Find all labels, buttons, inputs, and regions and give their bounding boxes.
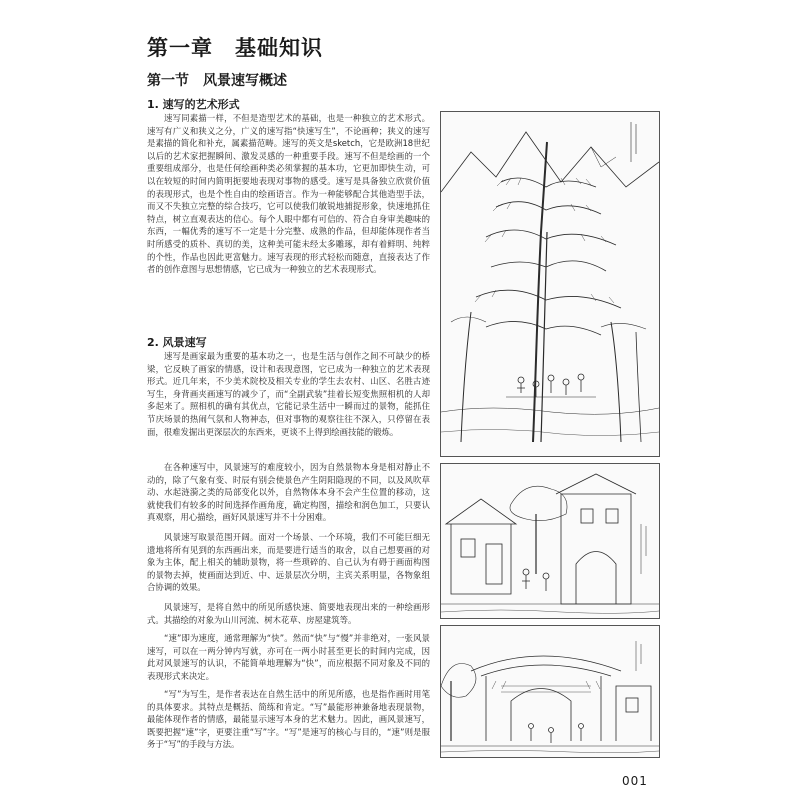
paragraph: 风景速写取景范围开阔。面对一个场景、一个环境，我们不可能巨细无遗地将所有见到的东西画出来，而是要进行适当的取舍，以自己想要画的对象为主体，配上相关的辅助景物，将一些琐碎的、自己认为有碍于画面构图的景物去掉，使画面达到近、中、远景层次分明，主宾关系明显，各物象组合协调的效果。 — [147, 532, 430, 593]
subsection-heading-landscape-sketch: 2. 风景速写 — [147, 336, 207, 349]
paragraph: 风景速写，是将自然中的所见所感快速、简要地表现出来的一种绘画形式。其描绘的对象为山川河流、树木花草、房屋建筑等。 — [147, 602, 430, 625]
pine-tree-sketch-image — [440, 111, 660, 457]
paragraph: 速写是画家最为重要的基本功之一，也是生活与创作之间不可缺少的桥梁，它反映了画家的情感，设计和表现意图，它已成为一种独立的艺术表现形式。近几年来，不少美术院校及相关专业的学生去农村、山区、名胜古迹写生，身背画夹画速写的减少了，而“全副武装”挂着长短变焦照相机的人却多起来了。照相机的确有其优点，它能记录生活中一瞬而过的景物，能抓住节庆场景的热闹气氛和人物神态，但对事物的观察往往不深入，只停留在表面，很难发掘出更深层次的东西来，更谈不上得到绘画技能的锻炼。 — [147, 351, 430, 437]
paragraph: “速”即为速度，通常理解为“快”。然而“快”与“慢”并非绝对，一张风景速写，可以在一两分钟内写就，亦可在一两小时甚至更长的时间内完成，因此对风景速写的认识，不能简单地理解为“快”，而应根据不同对象及不同的表现形式来决定。 — [147, 633, 430, 681]
paragraph: “写”为写生，是作者表达在自然生活中的所见所感，也是指作画时用笔的具体要求。其特点是概括、简练和肯定。“写”最能形神兼备地表现景物，最能体现作者的情感，最能显示速写本身的艺术魅力。因此，画风景速写，既要把握“速”字，更要注重“写”字。“写”是速写的核心与目的，“速”则是服务于“写”的手段与方法。 — [147, 689, 430, 750]
page-number: 001 — [622, 774, 648, 788]
paragraph: 速写同素描一样，不但是造型艺术的基础，也是一种独立的艺术形式。速写有广义和狭义之分，广义的速写指“快速写生”，不论画种；狭义的速写是素描的简化和补充，属素描范畴。速写的英文是sketch，它是欧洲18世纪以后的艺术家把握瞬间、激发灵感的一种重要手段。速写不但是绘画的一个重要组成部分，也是任何绘画种类必须掌握的基本功，它更加即快生动，可以在较短的时间内简明扼要地表现对事物的感受。速写是具备独立欣赏价值的表现形式，也是个性自由的绘画语言。作为一种能够配合其他造型手法，而又不失独立完整的综合技巧，它可以使我们敏锐地捕捉形象，快速地抓住特点，树立直观表达的信心。每个人眼中都有可信的、符合自身审美趣味的东西，一幅优秀的速写不一定是十分完整、成熟的作品，但却能体现作者当时所感受的质朴、真切的美，这种美可能未经太多雕琢，却有着鲜明、纯粹的个性，作品也因此更富魅力。速写表现的形式轻松而随意，直接表达了作者的创作意图与思想情感，它已成为一种独立的艺术表现形式。 — [147, 113, 430, 275]
section-title: 第一节 风景速写概述 — [147, 73, 287, 89]
village-gate-sketch-image — [440, 625, 660, 758]
subsection-heading-art-form: 1. 速写的艺术形式 — [147, 98, 240, 111]
chapter-title: 第一章 基础知识 — [147, 36, 323, 60]
paragraph: 在各种速写中，风景速写的难度较小，因为自然景物本身是相对静止不动的，除了气象有变、时辰有别会使景色产生阴阳隐现的不同，以及风吹草动、水起涟漪之类的局部变化以外，自然物体本身不会产生位置的移动，这就使我们有较多的时间选择作画角度，确定构图，描绘和润色加工，只要认真观察，用心描绘，画好风景速写并不十分困难。 — [147, 462, 430, 523]
village-courtyard-sketch-image — [440, 463, 660, 619]
